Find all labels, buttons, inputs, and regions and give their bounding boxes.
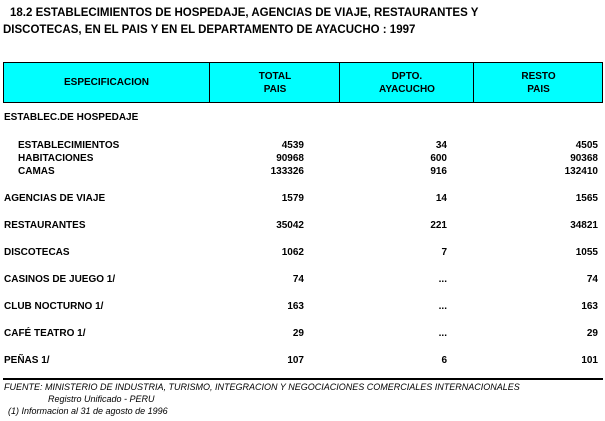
cell-ayacucho: ...	[438, 274, 447, 285]
table-row	[0, 327, 605, 340]
table-row	[0, 152, 605, 165]
row-label: CAMAS	[18, 166, 55, 177]
cell-total: 29	[292, 328, 304, 339]
cell-resto: 29	[586, 328, 598, 339]
header-total-pais: TOTAL PAIS	[209, 63, 340, 102]
cell-total: 74	[292, 274, 304, 285]
table-row	[0, 300, 605, 313]
cell-ayacucho: 916	[430, 166, 447, 177]
row-label: CAFÉ TEATRO 1/	[4, 328, 86, 339]
cell-resto: 163	[581, 301, 598, 312]
row-label: ESTABLECIMIENTOS	[18, 140, 120, 151]
footer-note: (1) Informacion al 31 de agosto de 1996	[8, 406, 168, 416]
table-bottom-rule	[3, 378, 603, 380]
cell-ayacucho: ...	[438, 328, 447, 339]
table-header	[3, 62, 603, 103]
cell-total: 4539	[281, 140, 304, 151]
table-row	[0, 192, 605, 205]
cell-total: 90968	[276, 153, 304, 164]
row-label: ESTABLEC.DE HOSPEDAJE	[4, 112, 139, 123]
cell-resto: 101	[581, 355, 598, 366]
cell-resto: 34821	[570, 220, 598, 231]
table-row	[0, 219, 605, 232]
cell-resto: 74	[586, 274, 598, 285]
title-line-1: 18.2 ESTABLECIMIENTOS DE HOSPEDAJE, AGENCIAS DE VIAJE, RESTAURANTES Y	[10, 7, 479, 19]
header-dpto-ayacucho: DPTO. AYACUCHO	[339, 63, 474, 102]
table-title	[3, 5, 600, 39]
row-label: CASINOS DE JUEGO 1/	[4, 274, 116, 285]
row-label: AGENCIAS DE VIAJE	[4, 193, 106, 204]
table-row	[0, 273, 605, 286]
row-label: DISCOTECAS	[4, 247, 70, 258]
cell-ayacucho: 600	[430, 153, 447, 164]
cell-ayacucho: ...	[438, 301, 447, 312]
header-resto-pais: RESTO PAIS	[473, 63, 603, 102]
cell-resto: 90368	[570, 153, 598, 164]
cell-resto: 132410	[564, 166, 598, 177]
table-row	[0, 111, 605, 124]
cell-resto: 1565	[575, 193, 598, 204]
row-label: RESTAURANTES	[4, 220, 86, 231]
cell-total: 1062	[281, 247, 304, 258]
table-row	[0, 139, 605, 152]
cell-resto: 4505	[575, 140, 598, 151]
table-row	[0, 246, 605, 259]
cell-ayacucho: 7	[441, 247, 447, 258]
row-label: HABITACIONES	[18, 153, 94, 164]
cell-total: 1579	[281, 193, 304, 204]
header-especificacion: ESPECIFICACION	[63, 77, 149, 88]
row-label: PEÑAS 1/	[4, 355, 50, 366]
cell-resto: 1055	[575, 247, 598, 258]
footer-registry: Registro Unificado - PERU	[48, 394, 155, 404]
table-row	[0, 165, 605, 178]
table-row	[0, 354, 605, 367]
cell-ayacucho: 14	[435, 193, 447, 204]
cell-total: 163	[287, 301, 304, 312]
cell-total: 133326	[270, 166, 304, 177]
footer-source: FUENTE: MINISTERIO DE INDUSTRIA, TURISMO, INTEGRACION Y NEGOCIACIONES COMERCIALES INTERNACIONALES	[4, 382, 520, 392]
cell-ayacucho: 6	[441, 355, 447, 366]
cell-ayacucho: 34	[435, 140, 447, 151]
row-label: CLUB NOCTURNO 1/	[4, 301, 104, 312]
cell-ayacucho: 221	[430, 220, 447, 231]
title-line-2: DISCOTECAS, EN EL PAIS Y EN EL DEPARTAMENTO DE AYACUCHO : 1997	[3, 24, 416, 36]
cell-total: 107	[287, 355, 304, 366]
cell-total: 35042	[276, 220, 304, 231]
